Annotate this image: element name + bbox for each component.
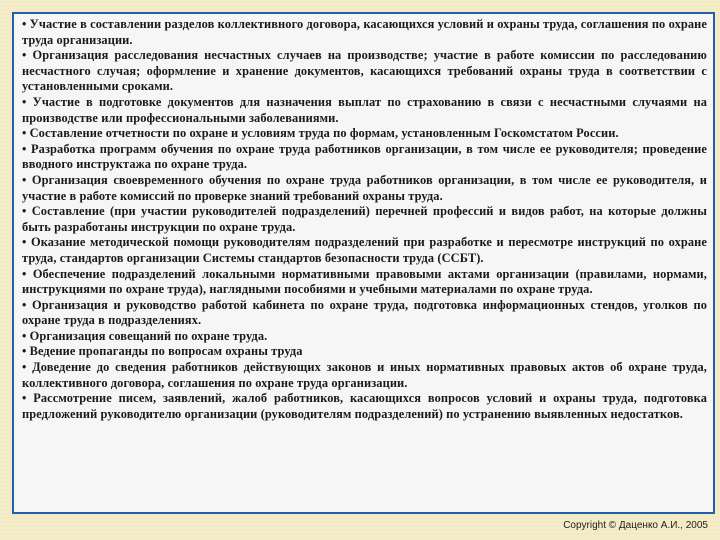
list-item: • Составление (при участии руководителей подразделений) перечней профессий и видов работ, на которые должны быть разработаны инструкции по охране труда. xyxy=(22,204,707,234)
list-item: • Организация своевременного обучения по охране труда работников организации, в том числе ее руководителя, и участие в работе комиссий по проверке знаний требований охраны труда. xyxy=(22,172,707,203)
list-item: • Оказание методической помощи руководителям подразделений при разработке и пересмотре инструкций по охране труда, стандартов организации Системы стандартов безопасности труда (ССБТ). xyxy=(22,235,707,265)
content-box xyxy=(12,12,715,514)
list-item: • Организация расследования несчастных случаев на производстве; участие в работе комиссии по расследованию несчастного случая; оформление и хранение документов, касающихся требований охраны труда в соответствии с установленными сроками. xyxy=(22,48,707,94)
list-item: • Разработка программ обучения по охране труда работников организации, в том числе ее руководителя; проведение вводного инструктажа по охране труда. xyxy=(22,141,707,172)
list-item: • Составление отчетности по охране и условиям труда по формам, установленным Госкомстатом России. xyxy=(22,126,619,141)
list-item: • Доведение до сведения работников действующих законов и иных нормативных правовых актов об охране труда, коллективного договора, соглашения по охране труда организации. xyxy=(22,360,707,390)
list-item: • Организация совещаний по охране труда. xyxy=(22,328,268,343)
list-item: • Участие в подготовке документов для назначения выплат по страхованию в связи с несчастными случаями на производстве или профессиональными заболеваниями. xyxy=(22,94,707,125)
list-item: • Рассмотрение писем, заявлений, жалоб работников, касающихся вопросов условий и охраны труда, подготовка предложений руководителю организации (руководителям подразделений) по устранению выявленных недостатков. xyxy=(22,391,707,421)
list-item: • Обеспечение подразделений локальными нормативными правовыми актами организации (правилами, нормами, инструкциями по охране труда), наглядными пособиями и учебными материалами по охране труда. xyxy=(22,266,707,297)
copyright-footer: Copyright © Даценко А.И., 2005 xyxy=(563,520,708,531)
list-item: • Участие в составлении разделов коллективного договора, касающихся условий и охраны труда, соглашения по охране труда организации. xyxy=(22,17,707,47)
list-item: • Организация и руководство работой кабинета по охране труда, подготовка информационных стендов, уголков по охране труда в подразделениях. xyxy=(22,297,707,328)
list-item: • Ведение пропаганды по вопросам охраны труда xyxy=(22,344,303,359)
